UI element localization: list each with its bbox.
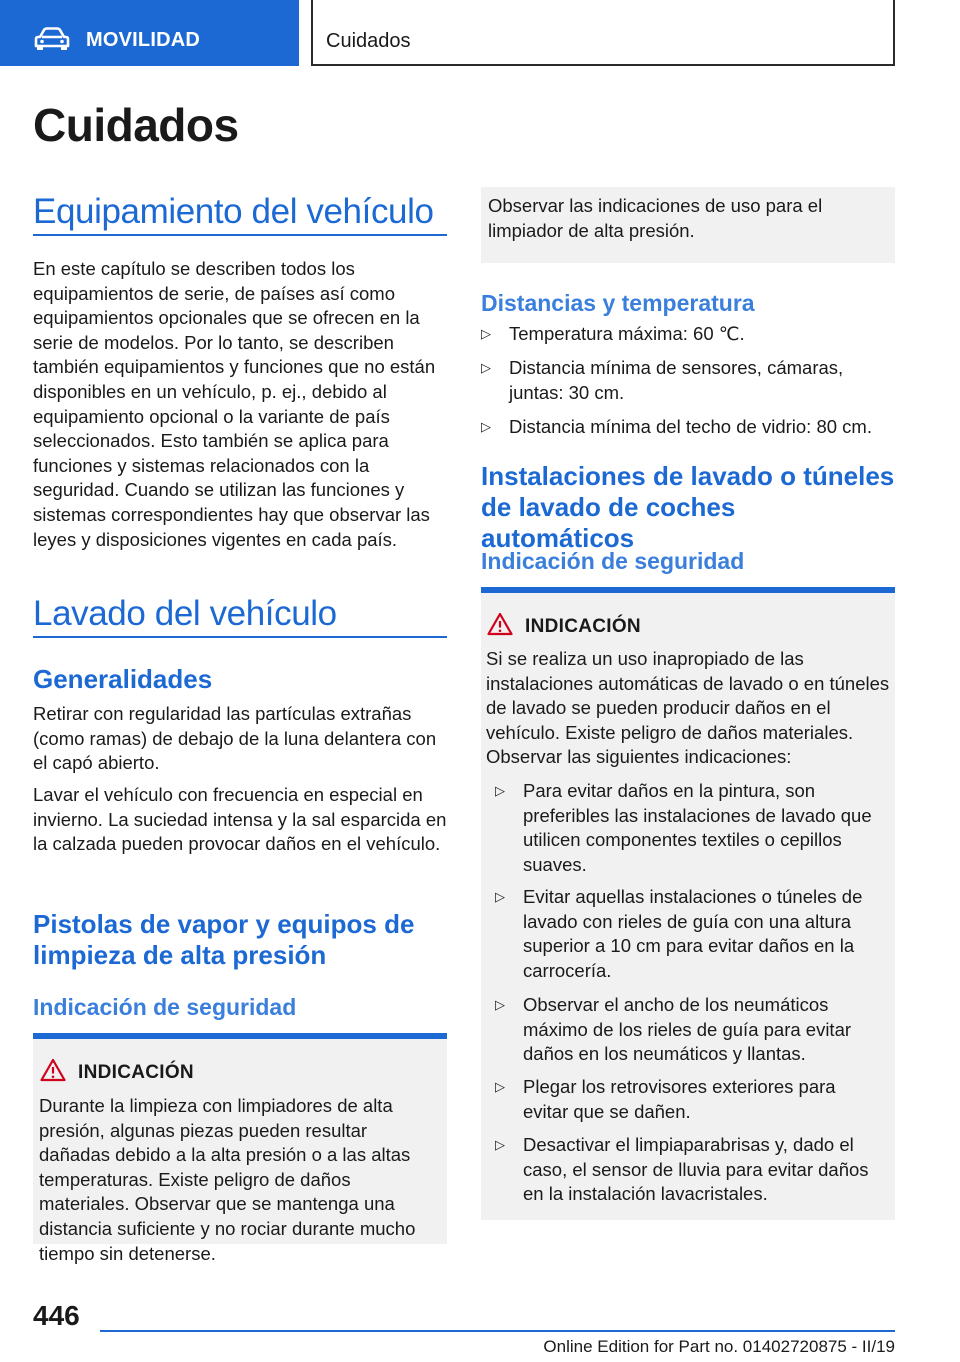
- section-tab[interactable]: [0, 0, 299, 66]
- notice-text-left: Durante la limpieza con limpiadores de alta presión, algunas piezas pueden resultar dañadas debido a la alta presión o a las altas temperaturas. Existe peligro de daños materiales. Observar que se mantenga una distancia suficiente y no rociar durante mucho tiempo sin detenerse.: [39, 1095, 416, 1264]
- list-item: [481, 356, 895, 405]
- bullet-icon: ▷: [495, 889, 505, 904]
- page-title: Cuidados: [33, 99, 239, 151]
- section-label: MOVILIDAD: [86, 29, 201, 51]
- heading-safety-left: Indicación de seguridad: [33, 994, 297, 1020]
- general-paragraph-2: Lavar el vehículo con frecuencia en especial en invierno. La suciedad intensa y la sal esparcida en la calzada pueden provocar daños en el vehículo.: [33, 784, 447, 855]
- equipment-paragraph: En este capítulo se describen todos los equipamientos de serie, de países así como equipamientos opcionales que se ofrecen en la serie de modelos. Por lo tanto, se describen también equipamientos y funciones que no están disponibles en un vehículo, p. ej., debido al equipamiento opcional o la variante de país seleccionados. Esto también se aplica para funciones y sistemas relacionados con la seguridad. Cuando se utilizan las funciones y sistemas correspondientes hay que observar las leyes y disposiciones vigentes en cada país.: [33, 258, 436, 550]
- car-icon: [34, 27, 70, 51]
- list-item: [495, 779, 887, 877]
- general-paragraph-1: Retirar con regularidad las partículas extrañas (como ramas) de debajo de la luna delantera con el capó abierto.: [33, 703, 437, 774]
- notice-title-right: INDICACIÓN: [525, 616, 641, 637]
- list-item: [481, 322, 895, 347]
- heading-distances: Distancias y temperatura: [481, 290, 755, 316]
- heading-washing: Lavado del vehículo: [33, 594, 337, 633]
- bullet-icon: ▷: [481, 360, 491, 375]
- heading-general: Generalidades: [33, 664, 213, 694]
- list-item-text: Evitar aquellas instalaciones o túneles de lavado con rieles de guía con una altura superior a 10 cm para evitar daños en la carrocería.: [523, 886, 863, 981]
- list-item-text: Plegar los retrovisores exteriores para evitar que se dañen.: [523, 1076, 836, 1122]
- bullet-icon: ▷: [481, 419, 491, 434]
- footer-rule: [100, 1330, 895, 1332]
- warning-icon: [487, 612, 513, 636]
- edition-text: Online Edition for Part no. 01402720875 - II/19: [543, 1337, 895, 1356]
- heading-rule: [33, 636, 447, 638]
- list-item-text: Temperatura máxima: 60 ℃.: [509, 323, 745, 344]
- list-item-text: Desactivar el limpiaparabrisas y, dado el caso, el sensor de lluvia para evitar daños en la instalación lavacristales.: [523, 1134, 869, 1205]
- list-item-text: Distancia mínima de sensores, cámaras, juntas: 30 cm.: [509, 357, 844, 403]
- bullet-icon: ▷: [495, 783, 505, 798]
- heading-steam-cleaners: Pistolas de vapor y equipos de limpieza de alta presión: [33, 909, 415, 970]
- bullet-icon: ▷: [495, 1137, 505, 1152]
- list-item-text: Distancia mínima del techo de vidrio: 80 cm.: [509, 416, 872, 437]
- list-item: [495, 1133, 887, 1207]
- list-item: [495, 885, 887, 983]
- heading-equipment: Equipamiento del vehículo: [33, 192, 434, 231]
- list-item: [495, 993, 887, 1067]
- notice-continued-text: Observar las indicaciones de uso para el limpiador de alta presión.: [488, 195, 823, 241]
- bullet-icon: ▷: [495, 1079, 505, 1094]
- heading-safety-right: Indicación de seguridad: [481, 548, 745, 574]
- chapter-label: Cuidados: [326, 30, 411, 52]
- bullet-icon: ▷: [481, 326, 491, 341]
- heading-rule: [33, 234, 447, 236]
- list-item-text: Observar el ancho de los neumáticos máximo de los rieles de guía para evitar daños en los neumáticos y llantas.: [523, 994, 852, 1065]
- bullet-icon: ▷: [495, 997, 505, 1012]
- notice-title-left: INDICACIÓN: [78, 1062, 194, 1083]
- list-item: [495, 1075, 887, 1124]
- list-item: [481, 415, 895, 440]
- heading-carwash: Instalaciones de lavado o túneles de lavado de coches automáticos: [481, 461, 895, 553]
- notice-text-right: Si se realiza un uso inapropiado de las instalaciones automáticas de lavado o en túneles de lavado se pueden producir daños en el vehículo. Existe peligro de daños materiales. Observar las siguientes indicaciones:: [486, 648, 890, 768]
- warning-icon: [40, 1058, 66, 1082]
- list-item-text: Para evitar daños en la pintura, son preferibles las instalaciones de lavado que utilicen componentes textiles o cepillos suaves.: [523, 780, 872, 875]
- page-number: 446: [33, 1300, 80, 1331]
